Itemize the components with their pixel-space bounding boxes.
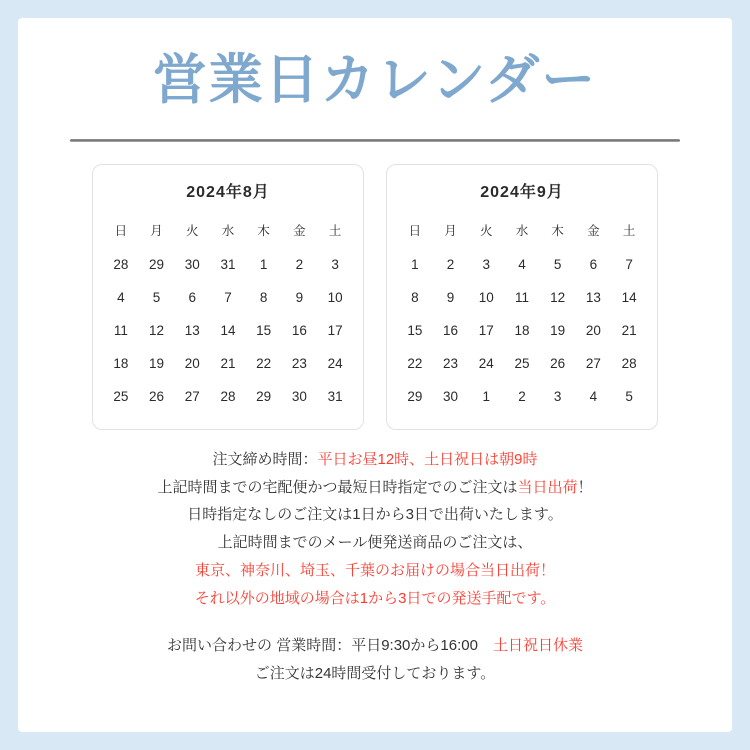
day-cell: 5: [553, 256, 562, 272]
calendar-week-row: [103, 314, 353, 347]
page-title: 営業日カレンダー: [152, 50, 598, 110]
day-cell: 20: [184, 355, 200, 371]
day-cell: 25: [514, 355, 530, 371]
calendar-week-row: [103, 248, 353, 281]
weekday-fri: 金: [293, 223, 306, 238]
day-cell: 5: [625, 388, 633, 404]
day-cell: 28: [113, 256, 129, 272]
calendar-week-row: [397, 248, 647, 281]
weekday-sun: 日: [114, 223, 128, 238]
weekday-wed: 水: [221, 223, 235, 238]
day-cell: 21: [220, 355, 236, 371]
calendar-week-row: [397, 380, 647, 413]
day-cell: 1: [411, 256, 419, 272]
note-line-6-a: それ以外の地域の場合は: [194, 589, 360, 607]
day-cell: 18: [113, 355, 129, 371]
day-cell: 20: [585, 322, 601, 338]
day-cell: 29: [407, 388, 423, 404]
note-line-3: 日時指定なしのご注文は1日から3日で出荷いたします。: [187, 506, 563, 524]
page-card: [18, 18, 732, 732]
day-cell: 13: [184, 322, 200, 338]
weekday-tue: 火: [186, 223, 199, 238]
weekday-tue: 火: [480, 223, 493, 238]
day-cell: 10: [478, 289, 494, 305]
note-line-5: 東京、神奈川、埼玉、千葉のお届けの場合当日出荷！: [194, 561, 555, 579]
weekday-mon: 月: [444, 223, 457, 238]
note-line-1-label: 注文締め時間：: [212, 450, 318, 468]
note-line-2-c: ！: [577, 478, 593, 496]
day-cell: 21: [621, 322, 637, 338]
note-line-4: 上記時間までのメール便発送商品のご注文は、: [217, 534, 533, 552]
weekday-header-row: [103, 216, 353, 248]
day-cell: 8: [259, 289, 268, 305]
day-cell: 26: [149, 388, 165, 404]
day-cell: 28: [621, 355, 637, 371]
calendar-grid: [397, 216, 647, 413]
day-cell: 11: [514, 289, 529, 305]
day-cell: 30: [184, 256, 200, 272]
note-line-1: [18, 446, 732, 474]
day-cell: 29: [149, 256, 165, 272]
day-cell: 30: [443, 388, 459, 404]
day-cell: 13: [585, 289, 601, 305]
day-cell: 9: [295, 289, 304, 305]
hours-line-1: [18, 632, 732, 660]
day-cell: 19: [149, 355, 165, 371]
day-cell: 22: [407, 355, 423, 371]
day-cell: 7: [625, 256, 633, 272]
weekday-header-row: [397, 216, 647, 248]
day-cell: 9: [446, 289, 455, 305]
day-cell: 28: [220, 388, 236, 404]
day-cell: 3: [331, 256, 339, 272]
calendar-month-title: 2024年9月: [480, 183, 564, 201]
weekday-sat: 土: [328, 223, 342, 238]
day-cell: 1: [259, 256, 268, 272]
calendar-week-row: [397, 314, 647, 347]
day-cell: 5: [152, 289, 161, 305]
day-cell: 7: [224, 289, 232, 305]
day-cell: 2: [518, 388, 526, 404]
day-cell: 24: [478, 355, 494, 371]
day-cell: 4: [518, 256, 526, 272]
day-cell: 16: [443, 322, 459, 338]
day-cell: 30: [291, 388, 307, 404]
day-cell: 15: [256, 322, 272, 338]
day-cell: 29: [256, 388, 272, 404]
day-cell: 2: [295, 256, 304, 272]
day-cell: 4: [117, 289, 125, 305]
day-cell: 12: [149, 322, 165, 338]
day-cell: 17: [327, 322, 343, 338]
day-cell: 19: [550, 322, 566, 338]
calendar-week-row: [397, 347, 647, 380]
calendar-2024-09: [386, 164, 658, 430]
day-cell: 2: [446, 256, 455, 272]
day-cell: 24: [327, 355, 343, 371]
calendar-month-title: 2024年8月: [186, 183, 270, 201]
calendar-week-row: [103, 380, 353, 413]
day-cell: 6: [589, 256, 598, 272]
day-cell: 8: [411, 289, 419, 305]
day-cell: 10: [327, 289, 343, 305]
day-cell: 14: [220, 322, 236, 338]
day-cell: 31: [220, 256, 236, 272]
weekday-thu: 木: [551, 223, 564, 238]
weekday-fri: 金: [587, 223, 600, 238]
day-cell: 23: [291, 355, 307, 371]
calendar-grid: [103, 216, 353, 413]
calendar-week-row: [397, 281, 647, 314]
calendars-container: [18, 164, 732, 430]
holiday-highlight: 土日祝日休業: [492, 637, 583, 655]
note-line-6: [18, 585, 732, 613]
note-line-1-highlight: 平日お昼12時、土日祝日は朝9時: [317, 450, 538, 468]
day-cell: 1: [482, 388, 491, 404]
day-cell: 14: [621, 289, 637, 305]
day-cell: 12: [550, 289, 566, 305]
title-divider: [70, 139, 680, 142]
calendar-week-row: [103, 281, 353, 314]
day-cell: 22: [256, 355, 272, 371]
weekday-thu: 木: [257, 223, 270, 238]
weekday-wed: 水: [515, 223, 529, 238]
day-cell: 27: [585, 355, 601, 371]
day-cell: 26: [550, 355, 566, 371]
day-cell: 16: [291, 322, 307, 338]
weekday-mon: 月: [150, 223, 163, 238]
day-cell: 27: [184, 388, 200, 404]
calendar-2024-08: [92, 164, 364, 430]
note-line-2-highlight: 当日出荷: [517, 478, 578, 496]
weekday-sun: 日: [408, 223, 422, 238]
day-cell: 6: [188, 289, 197, 305]
note-line-2: [18, 474, 732, 502]
business-hours-notes: [18, 632, 732, 688]
day-cell: 4: [589, 388, 598, 404]
day-cell: 11: [113, 322, 128, 338]
note-line-2-a: 上記時間までの宅配便かつ最短日時指定でのご注文は: [157, 478, 518, 496]
day-cell: 17: [478, 322, 494, 338]
day-cell: 3: [553, 388, 562, 404]
shipping-notes: [18, 446, 732, 613]
day-cell: 3: [482, 256, 491, 272]
day-cell: 31: [327, 388, 343, 404]
hours-line-2: ご注文は24時間受付しております。: [254, 665, 496, 683]
weekday-sat: 土: [622, 223, 636, 238]
note-line-6-highlight: 1から3日: [359, 589, 422, 607]
note-line-6-c: での発送手配です。: [421, 589, 556, 607]
day-cell: 23: [443, 355, 459, 371]
calendar-week-row: [103, 347, 353, 380]
day-cell: 18: [514, 322, 530, 338]
day-cell: 25: [113, 388, 129, 404]
day-cell: 15: [407, 322, 423, 338]
hours-label: お問い合わせの 営業時間：平日9:30から16:00: [167, 637, 493, 655]
